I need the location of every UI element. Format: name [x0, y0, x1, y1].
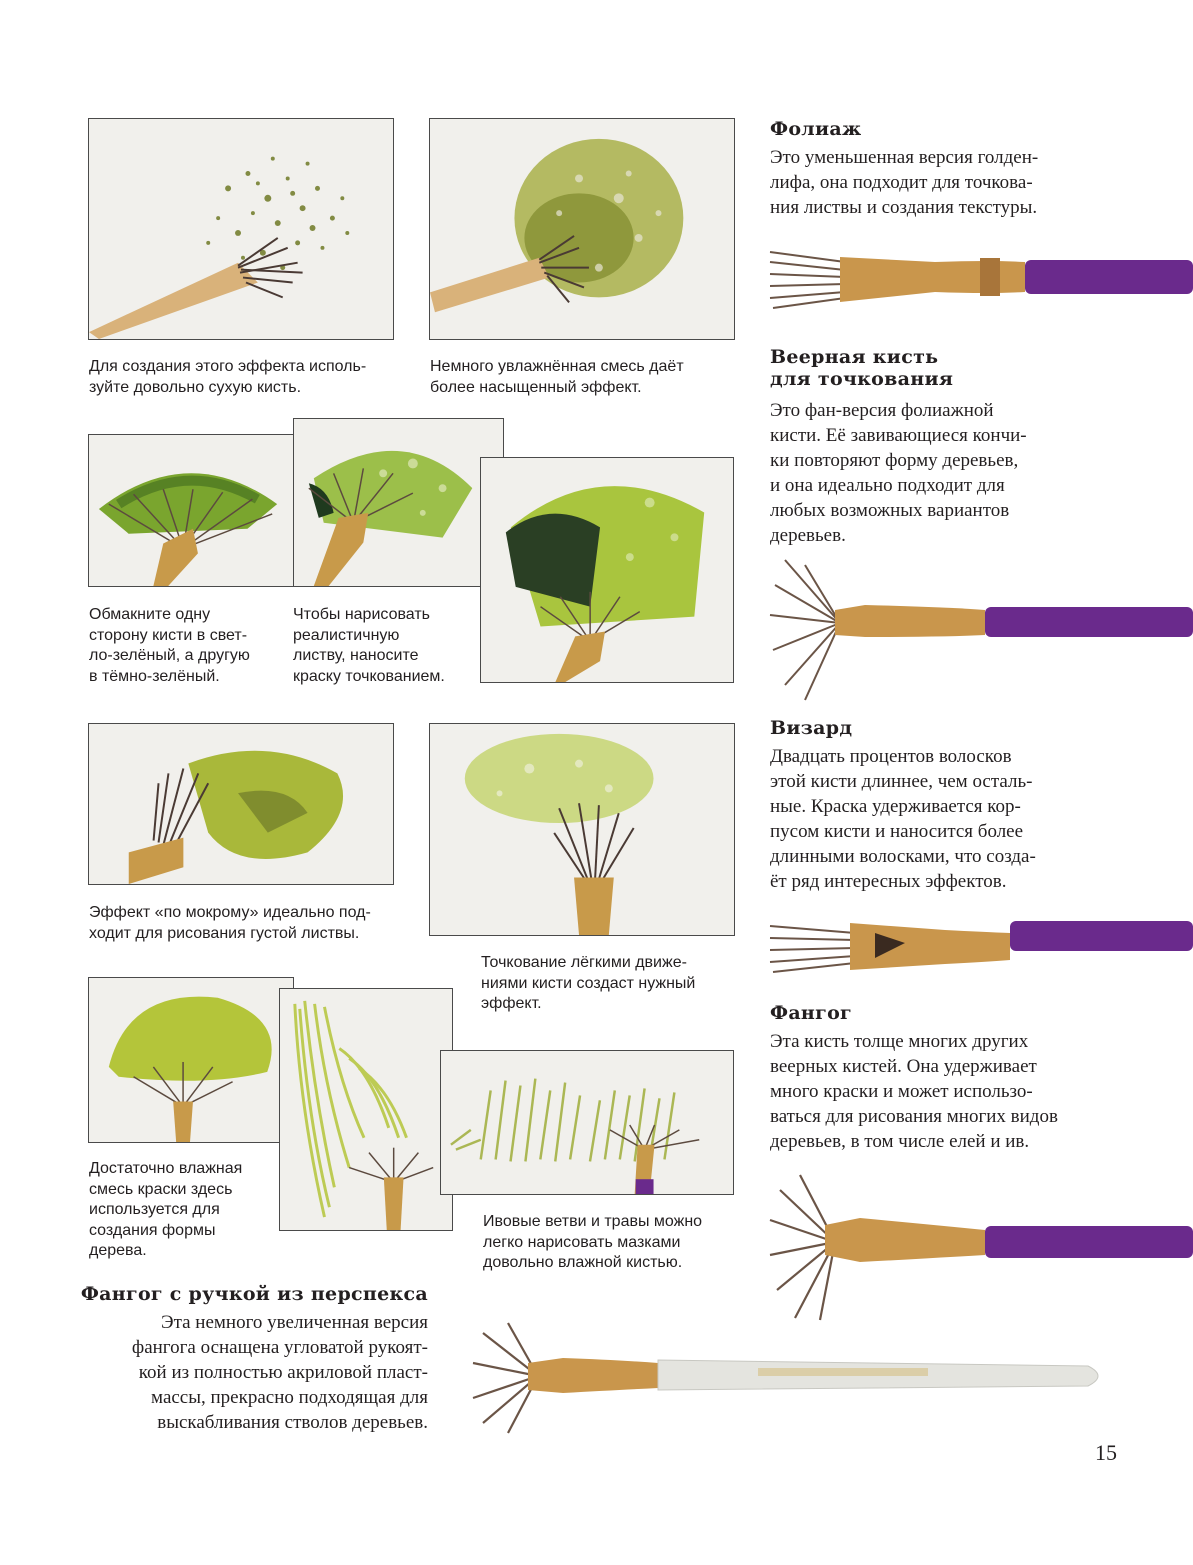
photo-vertical-strokes	[279, 988, 453, 1231]
text-fan-stipple: Это фан-версия фолиажной кисти. Её завивающиеся кончи- ки повторяют форму деревьев, и она идеально подходит для любых возможных вариантов деревьев.	[770, 400, 1027, 546]
photo-stippling	[293, 418, 504, 587]
photo-tree-shape	[88, 977, 294, 1143]
photo-dry-brush-texture	[88, 118, 394, 340]
heading-wizard: Визард	[770, 717, 853, 739]
text-fangog-perspex: Эта немного увеличенная версия фангога оснащена угловатой рукоят- кой из полностью акриловой пласт- массы, прекрасно подходящая для выскабливания стволов деревьев.	[131, 1312, 428, 1433]
page-number: 15	[1095, 1440, 1117, 1465]
caption-dry-brush: Для создания этого эффекта исполь- зуйте довольно сухую кисть.	[89, 358, 367, 396]
caption-stippling: Чтобы нарисовать реалистичную листву, наносите краску точкованием.	[293, 606, 445, 685]
heading-fangog-perspex: Фангог с ручкой из перспекса	[80, 1283, 428, 1305]
caption-wet-effect: Эффект «по мокрому» идеально под- ходит для рисования густой листвы.	[89, 904, 371, 942]
photo-dip-sides	[88, 434, 294, 587]
brush-fangog-image	[765, 1170, 1193, 1325]
heading-fangog: Фангог	[770, 1002, 853, 1024]
photo-light-stipple	[429, 723, 735, 936]
photo-moist-mix-texture	[429, 118, 735, 340]
heading-foliage: Фолиаж	[770, 118, 862, 140]
brush-foliage-image	[765, 232, 1193, 322]
photo-wet-effect	[88, 723, 394, 885]
brush-fangog-perspex-image	[468, 1318, 1108, 1438]
heading-fan-stipple: Веерная кисть для точкования	[770, 346, 954, 390]
photo-willow-strokes	[440, 1050, 734, 1195]
brush-wizard-image	[765, 908, 1193, 988]
brush-fan-stipple-image	[765, 555, 1193, 705]
caption-dip-sides: Обмакните одну сторону кисти в свет- ло-зелёный, а другую в тёмно-зелёный.	[89, 606, 250, 685]
caption-light-stipple: Точкование лёгкими движе- ниями кисти создаст нужный эффект.	[481, 954, 696, 1012]
text-wizard: Двадцать процентов волосков этой кисти длиннее, чем осталь- ные. Краска удерживается кор- пусом кисти и наносится более длинными волосками, что созда- ёт ряд интересных эффектов.	[770, 746, 1036, 892]
caption-moist-mix: Немного увлажнённая смесь даёт более насыщенный эффект.	[430, 358, 684, 396]
caption-willow: Ивовые ветви и травы можно легко нарисовать мазками довольно влажной кистью.	[483, 1213, 703, 1271]
photo-two-tone-foliage	[480, 457, 734, 683]
text-foliage: Это уменьшенная версия голден- лифа, она подходит для точкова- ния листвы и создания текстуры.	[770, 147, 1039, 218]
caption-wet-mix-tree: Достаточно влажная смесь краски здесь используется для создания формы дерева.	[89, 1160, 243, 1259]
text-fangog: Эта кисть толще многих других веерных кистей. Она удерживает много краски и может использо- ваться для рисования многих видов деревьев, в том числе елей и ив.	[770, 1031, 1058, 1152]
